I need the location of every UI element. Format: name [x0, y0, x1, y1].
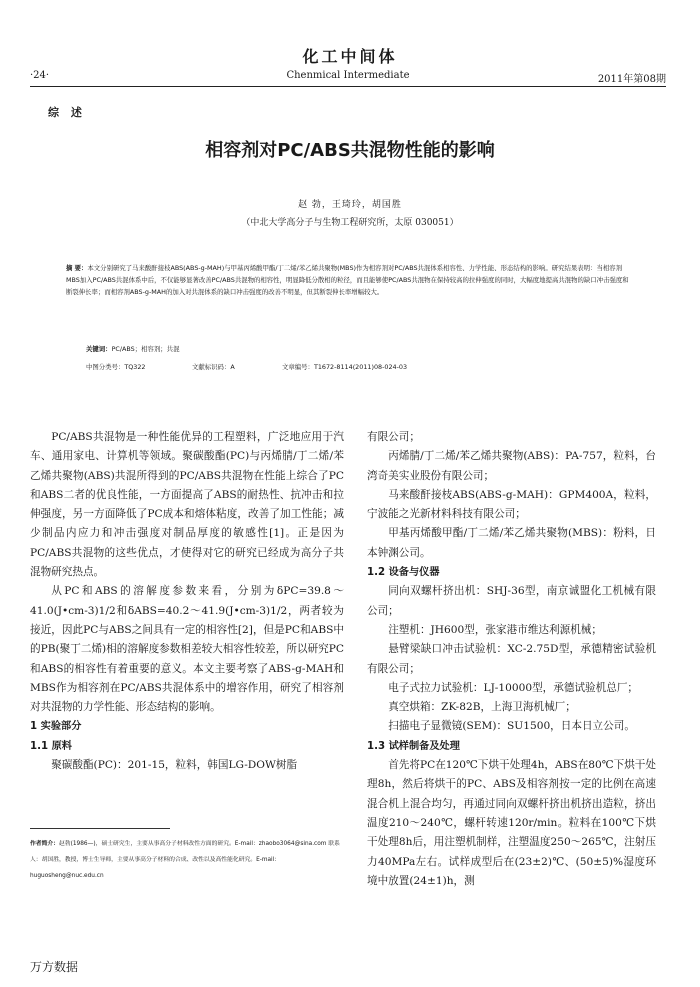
section-label: 综 述: [48, 106, 86, 119]
equipment-item: 注塑机：JH600型，张家港市维达利源机械；: [388, 623, 602, 636]
document-code: 文献标识码：A: [192, 363, 235, 371]
keywords: [86, 344, 179, 353]
right-column: [367, 428, 656, 891]
article-number: 文章编号：T1672-8114(2011)08-024-03: [282, 363, 408, 371]
journal-title: 化工中间体: [302, 47, 398, 66]
footnote-rule: [30, 828, 170, 829]
article-title: 相容剂对PC/ABS共混物性能的影响: [205, 140, 495, 161]
keywords-label: 关键词：: [86, 345, 112, 353]
paragraph: PC/ABS共混物是一种性能优异的工程塑料，广泛地应用于汽车、通用家电、计算机等领域。聚碳酸酯(PC)与丙烯腈/丁二烯/苯乙烯共聚物(ABS)共混所得到的PC/ABS共混物在性能上综合了PC和ABS二者的优良性能，一方面提高了ABS的耐热性、抗冲击和拉伸强度，另一方面降低了PC成本和熔体粘度，改善了加工性能；减少制品内应力和冲击强度对制品厚度的敏感性[1]。正是因为PC/ABS共混物的这些优点，才使得对它的研究已经成为高分子共混物研究热点。: [30, 431, 344, 579]
abstract-text: 本文分别研究了马来酸酐接枝ABS(ABS-g-MAH)与甲基丙烯酸甲酯/丁二烯/苯乙烯共聚物(MBS)作为相容剂对PC/ABS共混体系相容性、力学性能、形态结构的影响。研究结果表明：当相容剂MBS加入PC/ABS共混体系中后，不仅能够显著改善PC/ABS共混物的相容性，明显降低分散相的粒径，而且能够使PC/ABS共混物在保持较高的拉伸强度的同时，大幅度地提高共混物的缺口冲击强度和断裂伸长率；而相容剂ABS-g-MAH的加入对共混体系的缺口冲击强度的改善不明显，但其断裂伸长率增幅较大。: [66, 264, 629, 296]
keywords-text: PC/ABS；相容剂；共混: [111, 345, 180, 353]
journal-english-name: Chenmical Intermediate: [286, 70, 410, 81]
authors: 赵 勃，王琦玲，胡国胜: [298, 200, 402, 210]
material-item: 马来酸酐接枝ABS(ABS-g-MAH)：GPM400A，粒料，宁波能之光新材料科技有限公司；: [367, 488, 656, 521]
paragraph: 首先将PC在120℃下烘干处理4h，ABS在80℃下烘干处理8h，然后将烘干的PC、ABS及相容剂按一定的比例在高速混合机上混合均匀，再通过同向双螺杆挤出机挤出造粒，挤出温度210～240℃，螺杆转速120r/min。粒料在100℃下烘干处理8h后，用注塑机制样，注塑温度250～265℃，注射压力40MPa左右。试样成型后在(23±2)℃、(50±5)%湿度环境中放置(24±1)h，测: [367, 759, 656, 887]
heading-experiment: 1 实验部分: [30, 721, 82, 733]
equipment-item: 电子式拉力试验机：LJ-10000型，承德试验机总厂；: [388, 681, 639, 694]
material-item: 甲基丙烯酸甲酯/丁二烯/苯乙烯共聚物(MBS)：粉料，日本钟渊公司。: [367, 527, 656, 559]
header-rule: [30, 86, 666, 87]
left-column: [30, 428, 344, 775]
paragraph: 有限公司；: [367, 431, 420, 443]
page-number: ·24·: [30, 70, 50, 81]
equipment-item: 同向双螺杆挤出机：SHJ-36型，南京诚盟化工机械有限公司；: [367, 585, 656, 617]
abstract-label: 摘 要：: [66, 264, 88, 272]
equipment-item: 真空烘箱：ZK-82B，上海卫海机械厂；: [388, 701, 576, 714]
paragraph: 聚碳酸酯(PC)：201-15，粒料，韩国LG-DOW树脂: [51, 759, 298, 772]
heading-equipment: 1.2 设备与仪器: [367, 567, 440, 579]
heading-materials: 1.1 原料: [30, 740, 72, 752]
issue-label: 2011年第08期: [597, 74, 666, 85]
footnote-text: 赵勃(1986—)，硕士研究生，主要从事高分子材料改性方面的研究。E-mail：zhaobo3064@sina.com 联系人：胡国胜，教授，博士生导师，主要从事高分子材料的合成、改性以及高性能化研究。E-mail：huguosheng@nuc.edu.cn: [30, 841, 340, 879]
paragraph: 从PC和ABS的溶解度参数来看，分别为δPC=39.8～41.0(J•cm-3)1/2和δABS=40.2～41.9(J•cm-3)1/2，两者较为接近，因此PC与ABS之间具有一定的相容性[2]，但是PC和ABS中的PB(聚丁二烯)相的溶解度参数相差较大相容性较差，所以研究PC和ABS的相容性有着重要的意义。本文主要考察了ABS-g-MAH和MBS作为相容剂在PC/ABS共混体系中的增容作用，研究了相容剂对共混物的力学性能、形态结构的影响。: [30, 585, 344, 714]
heading-preparation: 1.3 试样制备及处理: [367, 740, 460, 752]
material-item: 丙烯腈/丁二烯/苯乙烯共聚物(ABS)：PA-757，粒料，台湾奇美实业股份有限公司；: [367, 450, 656, 482]
footnote-label: 作者简介：: [30, 841, 59, 847]
watermark: 万方数据: [30, 960, 79, 974]
author-footnote: [30, 836, 344, 884]
equipment-item: 扫描电子显微镜(SEM)：SU1500，日本日立公司。: [388, 720, 635, 733]
abstract: [66, 262, 632, 298]
clc-number: 中图分类号：TQ322: [86, 363, 146, 371]
affiliation: （中北大学高分子与生物工程研究所，太原 030051）: [241, 218, 459, 228]
equipment-item: 悬臂梁缺口冲击试验机：XC-2.75D型，承德精密试验机有限公司；: [367, 643, 656, 675]
